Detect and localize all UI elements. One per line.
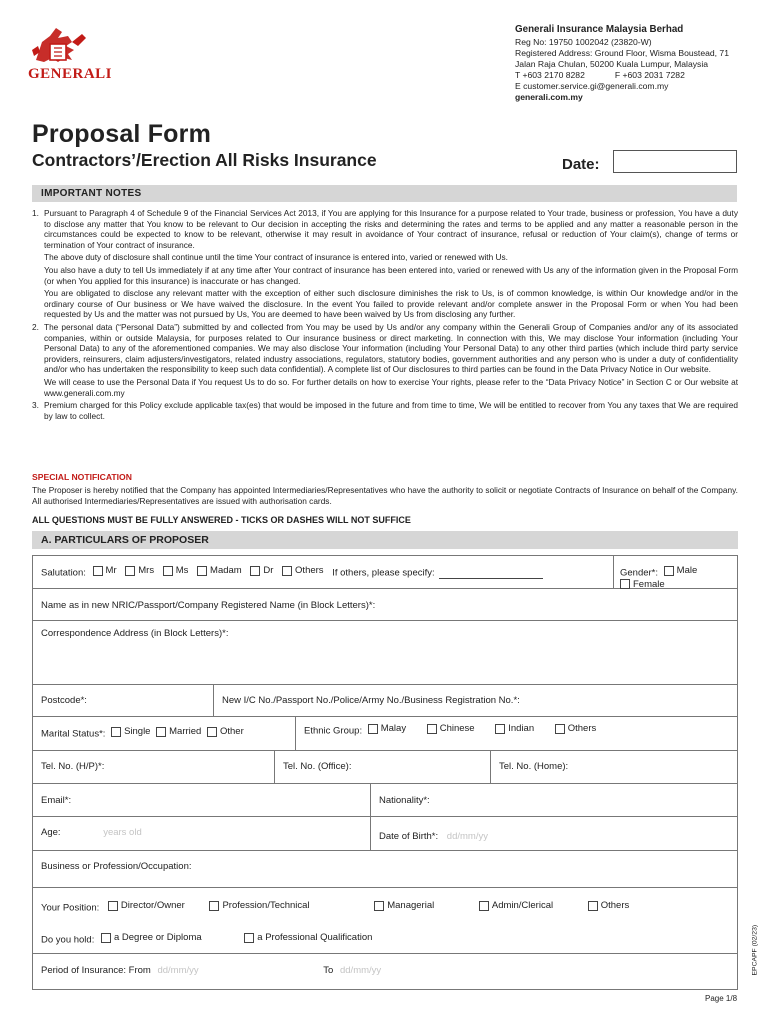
marital-row (33, 717, 737, 751)
marital-single[interactable] (111, 726, 150, 737)
period-from-input[interactable]: dd/mm/yy (157, 965, 199, 976)
postcode-label: Postcode*: (41, 695, 87, 706)
date-label: Date: (562, 156, 600, 173)
email-row (33, 784, 737, 817)
checkbox[interactable] (479, 901, 489, 911)
occupation-field[interactable] (33, 851, 737, 887)
form-code (745, 900, 759, 980)
marital-married[interactable] (156, 726, 201, 737)
checkbox[interactable] (374, 901, 384, 911)
gender-female[interactable] (620, 579, 665, 590)
tel-home-field[interactable] (490, 751, 737, 783)
note-text: Premium charged for this Policy exclude applicable tax(es) that would be imposed in the future and from time to time, We will be entitled to recover from You any taxes that We are required by law to collect. (44, 400, 738, 421)
ethnic-malay[interactable] (368, 723, 406, 734)
option-label: Single (124, 726, 151, 737)
checkbox[interactable] (664, 566, 674, 576)
checkbox[interactable] (495, 724, 505, 734)
nationality-field[interactable] (370, 784, 737, 816)
note-paragraph: We will cease to use the Personal Data if You request Us to do so. For further details on how to exercise Your rights, please refer to the “Data Privacy Notice” in Section C or Our website at www.generali.com.my (44, 376, 738, 398)
phone: T +603 2170 8282 (515, 70, 585, 80)
note-paragraph: You are obligated to disclose any relevant matter with the exception of either such disclosure diminishes the risk to Us, is of common knowledge, is within Our knowledge and/or in the ordinary course of Our business or We have waived the disclosure. In the event You failed to provide relevant and/or complete answer in the Proposal Form or when You had been requested by Us and the matter was not pursued by Us, You are deemed to have been waived by Us from disclosing any further. (44, 288, 738, 320)
generali-logo (28, 22, 113, 83)
checkbox[interactable] (250, 566, 260, 576)
checkbox[interactable] (555, 724, 565, 734)
hold-degree[interactable] (101, 932, 202, 943)
age-row (33, 817, 737, 851)
nationality-label: Nationality*: (379, 795, 430, 806)
page-number: Page 1/8 (705, 994, 738, 1003)
others-specify-field[interactable] (439, 570, 543, 579)
checkbox[interactable] (620, 579, 630, 589)
option-label: Indian (508, 723, 535, 734)
option-label: Others (295, 565, 324, 576)
page-subtitle: Contractors’/Erection All Risks Insurance (32, 150, 377, 170)
age-label: Age: (41, 827, 61, 838)
marital-label: Marital Status*: (41, 728, 106, 740)
important-notes (32, 208, 738, 423)
note-paragraph: You also have a duty to tell Us immediately if at any time after Your contract of insurance has been entered into, varied or renewed with Us any of the information given in the Proposal Form (or when You applied for this insurance) is inaccurate or has changed. (44, 264, 738, 286)
dob-input[interactable]: dd/mm/yy (446, 831, 488, 842)
note-item (32, 322, 738, 375)
option-label: Other (219, 726, 244, 737)
name-label: Name as in new NRIC/Passport/Company Registered Name (in Block Letters)*: (41, 600, 376, 611)
checkbox[interactable] (197, 566, 207, 576)
address-label: Correspondence Address (in Block Letters)*: (41, 628, 229, 639)
important-notes-heading: IMPORTANT NOTES (32, 185, 737, 202)
all-questions-notice: ALL QUESTIONS MUST BE FULLY ANSWERED - TICKS OR DASHES WILL NOT SUFFICE (32, 515, 411, 525)
checkbox[interactable] (125, 566, 135, 576)
name-row (33, 589, 737, 621)
ethnic-cell (295, 717, 737, 750)
tel-office-label: Tel. No. (Office): (283, 761, 352, 772)
address-line-2: Jalan Raja Chulan, 50200 Kuala Lumpur, Malaysia (515, 59, 709, 69)
occupation-row (33, 851, 737, 888)
special-notification-text: The Proposer is hereby notified that the Company has appointed Intermediaries/Representatives who have the authority to solicit or negotiate Contracts of Insurance on behalf of the Company. All authorised Intermediaries/Representatives are issued with authorisation cards. (32, 485, 738, 506)
hold-professional[interactable] (244, 932, 372, 943)
proposer-form (32, 555, 738, 990)
option-label: Others (567, 723, 597, 734)
salutation-dr[interactable] (250, 565, 273, 576)
hold-label: Do you hold: (41, 934, 95, 946)
checkbox[interactable] (207, 727, 217, 737)
option-label: Managerial (387, 900, 435, 911)
salutation-madam[interactable] (197, 565, 242, 576)
checkbox[interactable] (156, 727, 166, 737)
checkbox[interactable] (244, 933, 254, 943)
checkbox[interactable] (93, 566, 103, 576)
option-label: Madam (210, 565, 242, 576)
position-managerial[interactable] (374, 900, 434, 911)
option-label: Others (600, 900, 630, 911)
checkbox[interactable] (111, 727, 121, 737)
checkbox[interactable] (368, 724, 378, 734)
name-field[interactable] (33, 589, 737, 620)
salutation-cell (33, 556, 613, 588)
lion-icon (28, 22, 90, 66)
tel-row (33, 751, 737, 784)
period-to-label: To (323, 965, 334, 976)
company-name: Generali Insurance Malaysia Berhad (515, 24, 684, 35)
option-label: Director/Owner (120, 900, 185, 911)
note-number: 1. (32, 208, 39, 218)
salutation-others[interactable] (282, 565, 324, 576)
ic-label: New I/C No./Passport No./Police/Army No./Business Registration No.*: (222, 695, 520, 706)
option-label: Mr (105, 565, 117, 576)
ic-field[interactable] (213, 685, 737, 716)
marital-other[interactable] (207, 726, 244, 737)
ethnic-others[interactable] (555, 723, 597, 734)
postcode-field[interactable] (33, 685, 213, 716)
period-to-input[interactable]: dd/mm/yy (339, 965, 382, 976)
dob-label: Date of Birth*: (379, 831, 439, 842)
salutation-ms[interactable] (163, 565, 189, 576)
website[interactable]: generali.com.my (515, 92, 583, 102)
tel-office-field[interactable] (274, 751, 490, 783)
logo-wordmark: GENERALI (28, 66, 113, 82)
note-item (32, 208, 738, 250)
position-admin[interactable] (479, 900, 553, 911)
fax: F +603 2031 7282 (614, 70, 685, 80)
checkbox[interactable] (427, 724, 437, 734)
checkbox[interactable] (282, 566, 292, 576)
qualification-row (33, 920, 737, 954)
option-label: Malay (380, 723, 407, 734)
tel-hp-label: Tel. No. (H/P)*: (41, 761, 105, 772)
option-label: Ms (175, 565, 189, 576)
checkbox[interactable] (209, 901, 219, 911)
gender-cell (613, 556, 737, 588)
ethnic-label: Ethnic Group: (304, 725, 363, 737)
checkbox[interactable] (108, 901, 118, 911)
form-code-text: EPCAPF (02/23) (751, 924, 759, 976)
ethnic-chinese[interactable] (427, 723, 475, 734)
salutation-mr[interactable] (93, 565, 117, 576)
tel-home-label: Tel. No. (Home): (499, 761, 569, 772)
address-field[interactable] (33, 621, 737, 684)
option-label: Married (169, 726, 202, 737)
note-item (32, 400, 738, 421)
gender-male[interactable] (664, 565, 698, 576)
marital-cell (33, 717, 295, 750)
salutation-label: Salutation: (41, 567, 86, 579)
option-label: a Degree or Diploma (113, 932, 202, 943)
option-label: a Professional Qualification (257, 932, 373, 943)
occupation-label: Business or Profession/Occupation: (41, 861, 192, 872)
period-label: Period of Insurance: From (41, 965, 151, 976)
address-line-1: Registered Address: Ground Floor, Wisma Boustead, 71 (515, 48, 729, 58)
option-label: Admin/Clerical (491, 900, 554, 911)
option-label: Chinese (439, 723, 475, 734)
option-label: Male (676, 565, 698, 576)
tel-hp-field[interactable] (33, 751, 274, 783)
option-label: Mrs (138, 565, 155, 576)
option-label: Dr (263, 565, 274, 576)
postcode-row (33, 685, 737, 717)
qualification-cell (33, 920, 737, 953)
age-cell (33, 817, 370, 850)
email-address: E customer.service.gi@generali.com.my (515, 81, 669, 91)
date-field[interactable] (613, 150, 737, 173)
position-professional[interactable] (209, 900, 309, 911)
note-text: The personal data (“Personal Data”) submitted by and collected from You may be used by Us and/or any company within the Generali Group of Companies and/or any of its associated companies, within or outside Malaysia, for purposes related to Our insurance business or direct marketing. In connection with this, We may disclose Your information (including Your Personal Data) to any of the aforementioned companies. We may also disclose Your information (including Your Personal Data) to any other third parties (which include third party service providers, reinsurers, claim adjusters/investigators, related industry associations, regulators, statutory bodies, government authorities and any person who is under a duty of confidentiality and/or who has undertaken the responsibility to keep such data confidential). A complete list of Our disclosures to third parties can be found in the Data Privacy Notice in Our website. (44, 321, 738, 375)
note-text: Pursuant to Paragraph 4 of Schedule 9 of the Financial Services Act 2013, if You are applying for this Insurance for a purpose related to Your trade, business or profession, You have a duty to disclose any matter that You know to be relevant to Our decision in accepting the risks and determining the rates and terms to be applied and any matter a reasonable person in the circumstances could be expected to know to be relevant, otherwise it may result in avoidance of Your contract of insurance, refusal or reduction of Your claim(s), change of terms or termination of Your contract of insurance. (44, 208, 738, 250)
option-label: Female (633, 578, 665, 590)
position-others[interactable] (588, 900, 630, 911)
phone-fax (515, 70, 755, 81)
gender-label: Gender*: (620, 567, 659, 579)
position-label: Your Position: (41, 902, 100, 914)
address-row (33, 621, 737, 685)
reg-no: Reg No: 19750 1002042 (23820-W) (515, 37, 652, 47)
note-number: 3. (32, 400, 39, 411)
position-director[interactable] (108, 900, 185, 911)
email-label: Email*: (41, 795, 72, 806)
note-number: 2. (32, 321, 39, 332)
special-notification-heading: SPECIAL NOTIFICATION (32, 472, 132, 482)
salutation-mrs[interactable] (125, 565, 154, 576)
email-field[interactable] (33, 784, 370, 816)
salutation-row (33, 556, 737, 589)
note-paragraph: The above duty of disclosure shall continue until the time Your contract of insurance is entered into, varied or renewed with Us. (44, 252, 508, 263)
company-info (515, 24, 755, 103)
option-label: Profession/Technical (222, 900, 310, 911)
dob-cell (370, 817, 737, 850)
period-row (33, 954, 737, 989)
section-a-heading: A. PARTICULARS OF PROPOSER (32, 531, 738, 549)
page-title: Proposal Form (32, 120, 212, 148)
others-specify-label: If others, please specify: (332, 567, 435, 579)
checkbox[interactable] (588, 901, 598, 911)
position-cell (33, 888, 737, 920)
position-row (33, 888, 737, 920)
checkbox[interactable] (163, 566, 173, 576)
age-input[interactable]: years old (103, 827, 142, 838)
period-cell (33, 954, 737, 989)
checkbox[interactable] (101, 933, 111, 943)
ethnic-indian[interactable] (495, 723, 534, 734)
